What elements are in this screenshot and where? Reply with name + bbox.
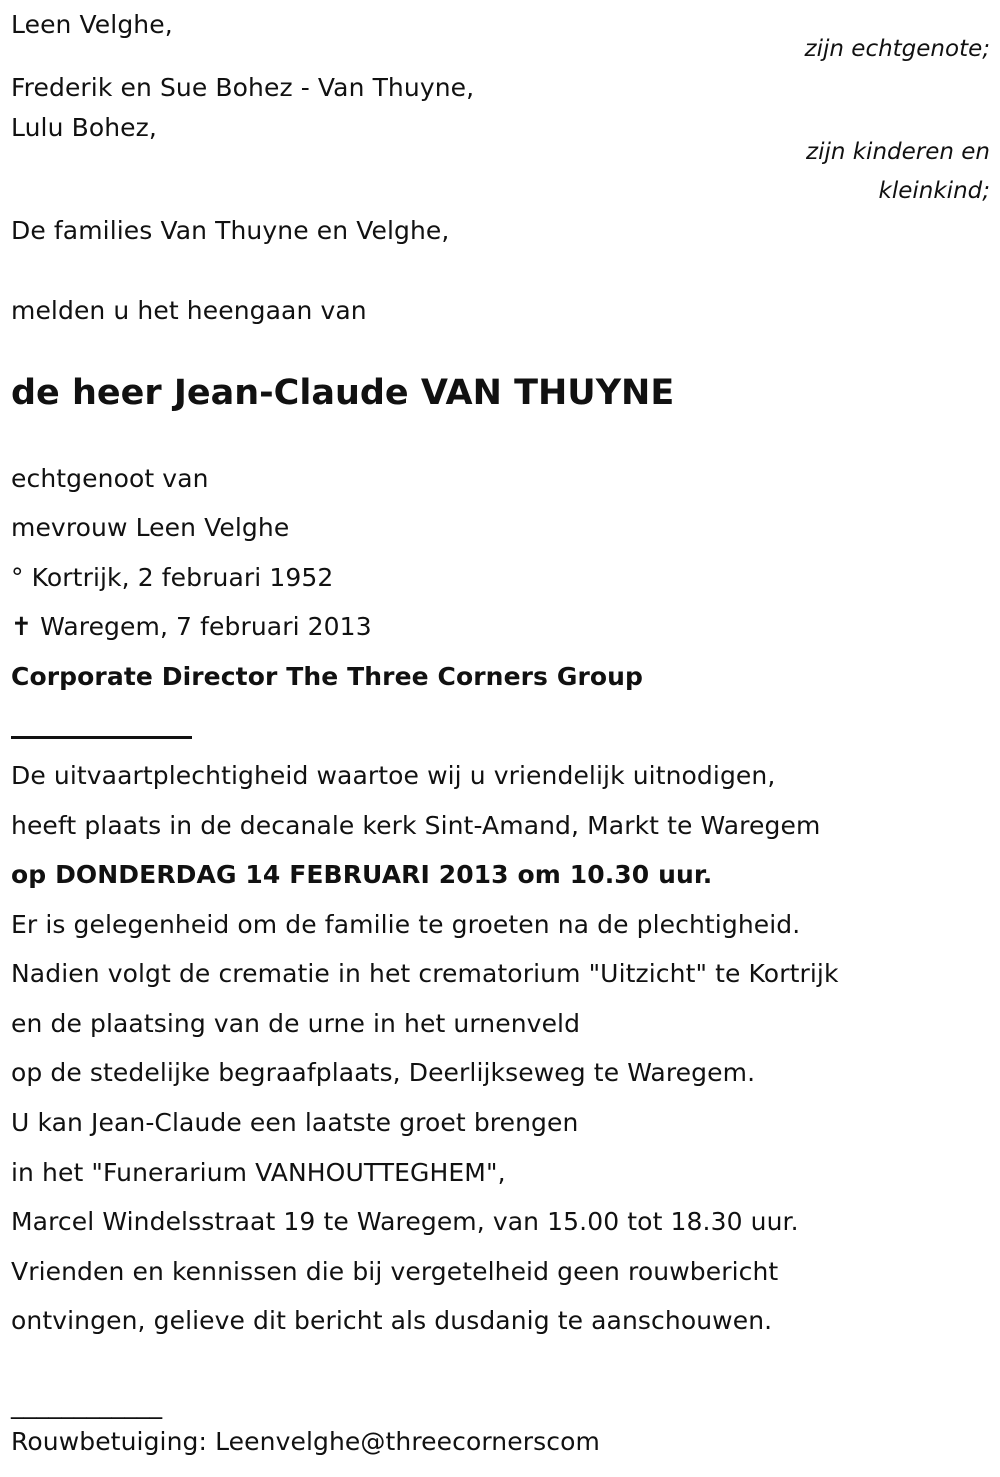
child-1-name: Frederik en Sue Bohez - Van Thuyne, [11, 73, 475, 102]
divider [11, 736, 192, 739]
details-line-2: heeft plaats in de decanale kerk Sint-Amand, Markt te Waregem [11, 811, 821, 840]
professional-title: Corporate Director The Three Corners Group [11, 662, 644, 691]
spouse-of-name: mevrouw Leen Velghe [11, 513, 290, 542]
details-line-10: Marcel Windelsstraat 19 te Waregem, van 15.00 tot 18.30 uur. [11, 1207, 799, 1236]
deceased-name: de heer Jean-Claude VAN THUYNE [11, 373, 675, 413]
details-line-9: in het "Funerarium VANHOUTTEGHEM", [11, 1158, 506, 1187]
details-line-5: Nadien volgt de crematie in het crematorium "Uitzicht" te Kortrijk [11, 959, 839, 988]
spouse-name: Leen Velghe, [11, 10, 173, 39]
condolence-line: Rouwbetuiging: Leenvelghe@threecornerscom [11, 1427, 600, 1456]
cross-icon: ✝ [11, 612, 33, 641]
details-line-4: Er is gelegenheid om de familie te groeten na de plechtigheid. [11, 910, 801, 939]
details-line-6: en de plaatsing van de urne in het urnenveld [11, 1009, 581, 1038]
death-line [11, 610, 372, 644]
spouse-role: zijn echtgenote; [804, 36, 990, 62]
details-line-11: Vrienden en kennissen die bij vergetelheid geen rouwbericht [11, 1257, 779, 1286]
ceremony-date: op DONDERDAG 14 FEBRUARI 2013 om 10.30 uur. [11, 860, 713, 889]
children-role-line-2: kleinkind; [878, 178, 990, 204]
announcement-intro: melden u het heengaan van [11, 296, 367, 325]
spouse-of-label: echtgenoot van [11, 464, 209, 493]
footer-separator: ____________ [11, 1390, 163, 1419]
details-line-1: De uitvaartplechtigheid waartoe wij u vriendelijk uitnodigen, [11, 761, 776, 790]
birth-line: ° Kortrijk, 2 februari 1952 [11, 563, 334, 592]
details-line-7: op de stedelijke begraafplaats, Deerlijkseweg te Waregem. [11, 1058, 756, 1087]
death-text: Waregem, 7 februari 2013 [40, 612, 372, 641]
child-2-name: Lulu Bohez, [11, 113, 157, 142]
details-line-8: U kan Jean-Claude een laatste groet brengen [11, 1108, 579, 1137]
families-line: De families Van Thuyne en Velghe, [11, 216, 450, 245]
details-line-12: ontvingen, gelieve dit bericht als dusdanig te aanschouwen. [11, 1306, 773, 1335]
children-role-line-1: zijn kinderen en [806, 139, 990, 165]
